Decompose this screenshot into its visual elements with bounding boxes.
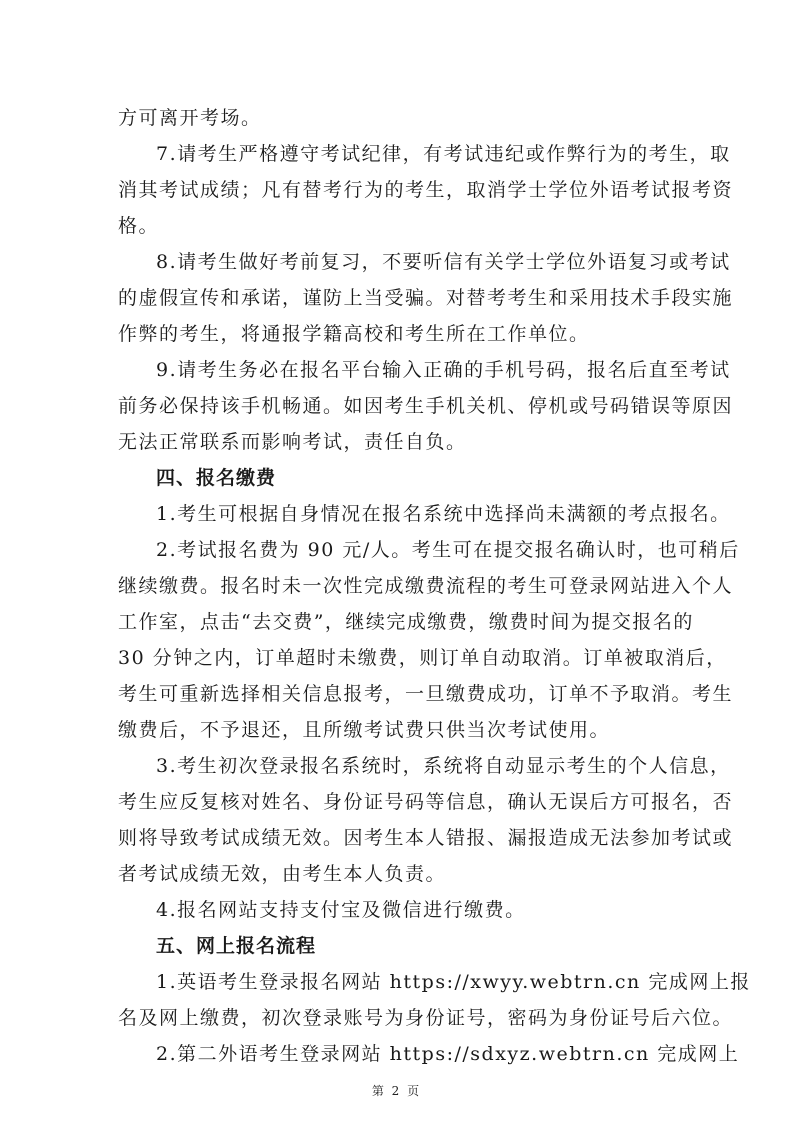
paragraph-line: 名及网上缴费，初次登录账号为身份证号，密码为身份证号后六位。 [118, 1007, 734, 1029]
paragraph-line: 缴费后，不予退还，且所缴考试费只供当次考试使用。 [118, 719, 611, 741]
paragraph-line: 1.英语考生登录报名网站 https://xwyy.webtrn.cn 完成网上报 [156, 971, 751, 993]
paragraph-line: 方可离开考场。 [118, 107, 262, 129]
paragraph-line: 1.考生可根据自身情况在报名系统中选择尚未满额的考点报名。 [156, 503, 731, 525]
paragraph-line: 2.考试报名费为 90 元/人。考生可在提交报名确认时，也可稍后 [156, 539, 740, 561]
paragraph-line: 8.请考生做好考前复习，不要听信有关学士学位外语复习或考试 [156, 251, 731, 273]
paragraph-line: 者考试成绩无效，由考生本人负责。 [118, 863, 447, 885]
paragraph-line: 考生应反复核对姓名、身份证号码等信息，确认无误后方可报名，否 [118, 791, 734, 813]
paragraph-line: 3.考生初次登录报名系统时，系统将自动显示考生的个人信息， [156, 755, 731, 777]
paragraph-line: 作弊的考生，将通报学籍高校和考生所在工作单位。 [118, 323, 590, 345]
paragraph-line: 消其考试成绩；凡有替考行为的考生，取消学士学位外语考试报考资 [118, 179, 734, 201]
paragraph-line: 的虚假宣传和承诺，谨防上当受骗。对替考考生和采用技术手段实施 [118, 287, 734, 309]
paragraph-line: 前务必保持该手机畅通。如因考生手机关机、停机或号码错误等原因 [118, 395, 734, 417]
paragraph-line: 则将导致考试成绩无效。因考生本人错报、漏报造成无法参加考试或 [118, 827, 734, 849]
paragraph-line: 工作室，点击“去交费”，继续完成缴费，缴费时间为提交报名的 [118, 611, 694, 633]
paragraph-line: 9.请考生务必在报名平台输入正确的手机号码，报名后直至考试 [156, 359, 731, 381]
paragraph-line: 格。 [118, 215, 160, 237]
section-heading: 四、报名缴费 [156, 467, 277, 489]
section-heading: 五、网上报名流程 [156, 935, 317, 957]
paragraph-line: 考生可重新选择相关信息报考，一旦缴费成功，订单不予取消。考生 [118, 683, 734, 705]
paragraph-line: 7.请考生严格遵守考试纪律，有考试违纪或作弊行为的考生，取 [156, 143, 731, 165]
paragraph-line: 4.报名网站支持支付宝及微信进行缴费。 [156, 899, 526, 921]
paragraph-line: 继续缴费。报名时未一次性完成缴费流程的考生可登录网站进入个人 [118, 575, 734, 597]
paragraph-line: 30 分钟之内，订单超时未缴费，则订单自动取消。订单被取消后， [118, 647, 727, 669]
page-number: 第 2 页 [371, 1084, 422, 1098]
paragraph-line: 无法正常联系而影响考试，责任自负。 [118, 431, 467, 453]
paragraph-line: 2.第二外语考生登录网站 https://sdxyz.webtrn.cn 完成网上 [156, 1043, 740, 1065]
